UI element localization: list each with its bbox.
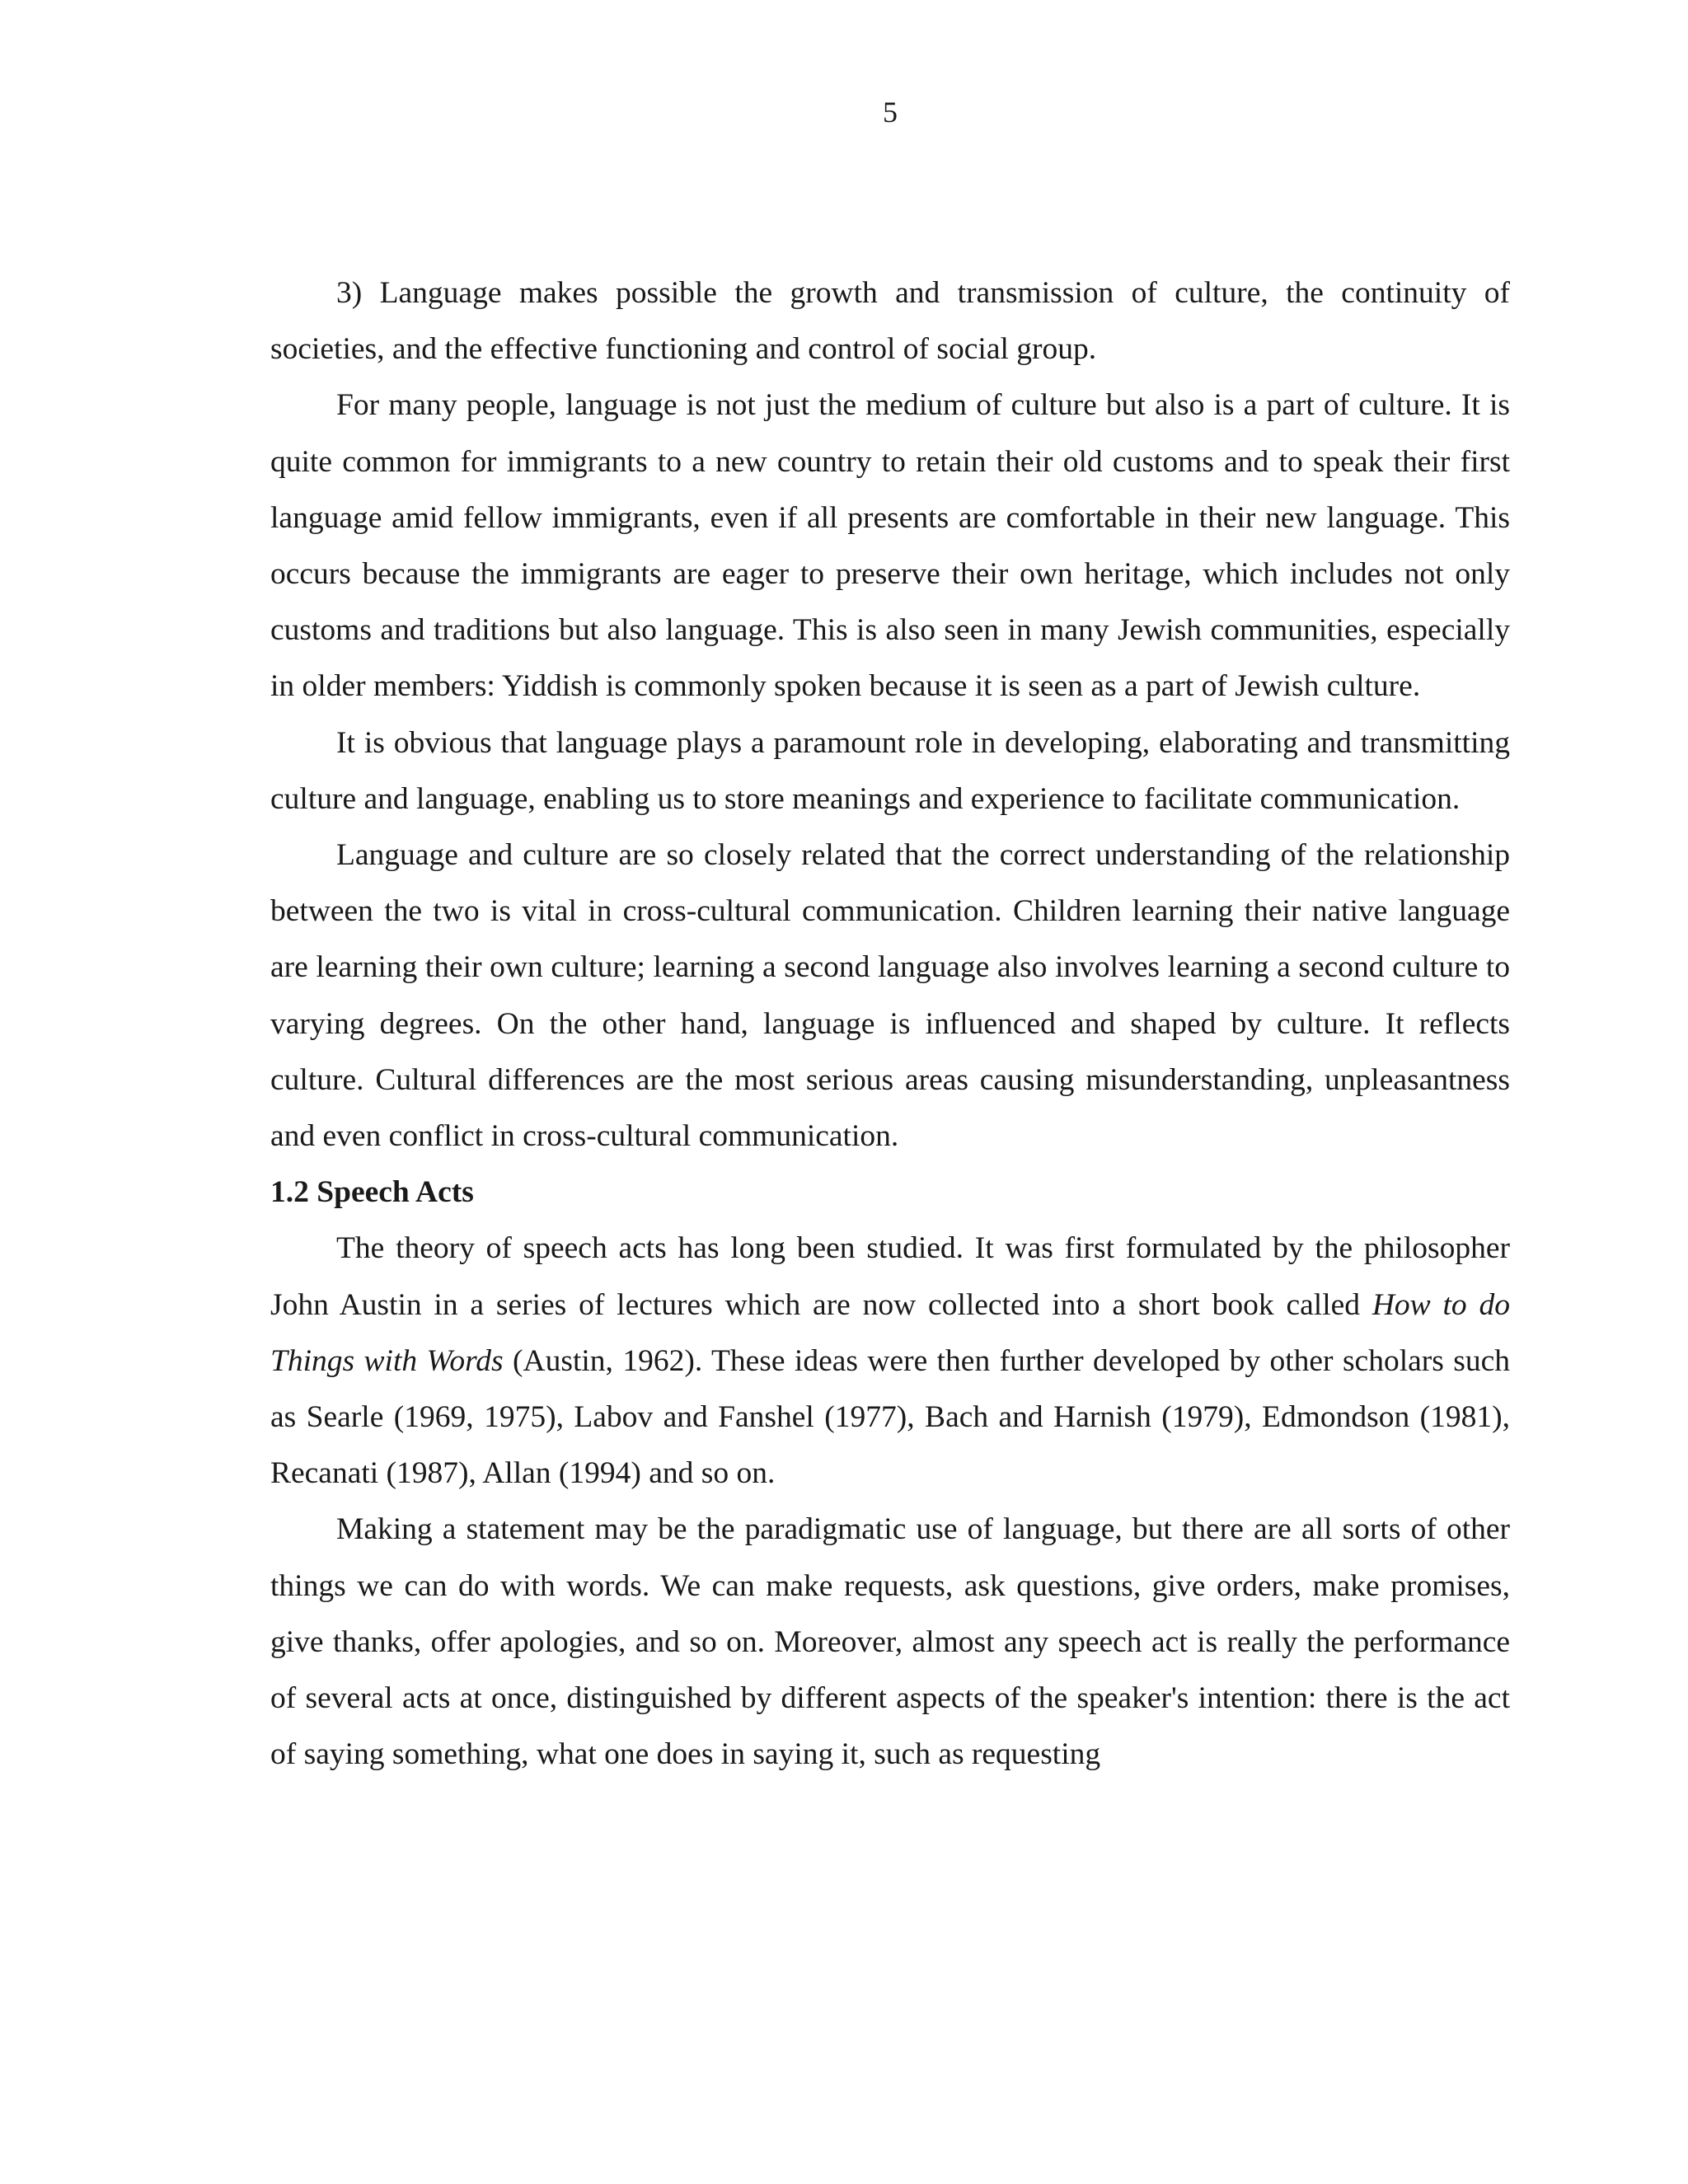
page-number: 5 [883, 96, 898, 129]
section-heading-speech-acts: 1.2 Speech Acts [270, 1175, 474, 1210]
speech-acts-text-before: The theory of speech acts has long been studied. It was first formulated by the philosopher John Austin in a series of lectures which are now collected into a short book called [270, 1231, 1510, 1322]
paragraph-language-role: It is obvious that language plays a paramount role in developing, elaborating and transmitting culture and language, enabling us to store meanings and experience to facilitate communication. [270, 725, 1510, 816]
speech-acts-text-after: (Austin, 1962). These ideas were then further developed by other scholars such as Searle (1969, 1975), Labov and Fanshel (1977), Bach and Harnish (1979), Edmondson (1981), Recanati (1987), Allan (1994) and so on. [270, 1343, 1510, 1491]
paragraph-language-culture-point-3: 3) Language makes possible the growth and transmission of culture, the continuity of societies, and the effective functioning and control of social group. [270, 276, 1510, 367]
book-title: How to do Things with Words [270, 1287, 1510, 1378]
paragraph-language-part-of-culture: For many people, language is not just the medium of culture but also is a part of culture. It is quite common for immigrants to a new country to retain their old customs and to speak their first language amid fellow immigrants, even if all presents are comfortable in their new language. This occurs because the immigrants are eager to preserve their own heritage, which includes not only customs and traditions but also language. This is also seen in many Jewish communities, especially in older members: Yiddish is commonly spoken because it is seen as a part of Jewish culture. [270, 388, 1510, 704]
paragraph-speech-acts-uses: Making a statement may be the paradigmatic use of language, but there are all sorts of other things we can do with words. We can make requests, ask questions, give orders, make promises, give thanks, offer apologies, and so on. Moreover, almost any speech act is really the performance of several acts at once, distinguished by different aspects of the speaker's intention: there is the act of saying something, what one does in saying it, such as requesting [270, 1512, 1510, 1772]
paragraph-language-culture-relation: Language and culture are so closely related that the correct understanding of the relationship between the two is vital in cross-cultural communication. Children learning their native language are learning their own culture; learning a second language also involves learning a second culture to varying degrees. On the other hand, language is influenced and shaped by culture. It reflects culture. Cultural differences are the most serious areas causing misunderstanding, unpleasantness and even conflict in cross-cultural communication. [270, 838, 1510, 1154]
paragraph-speech-acts-theory [270, 1221, 1510, 1502]
document-body [270, 265, 1510, 1783]
